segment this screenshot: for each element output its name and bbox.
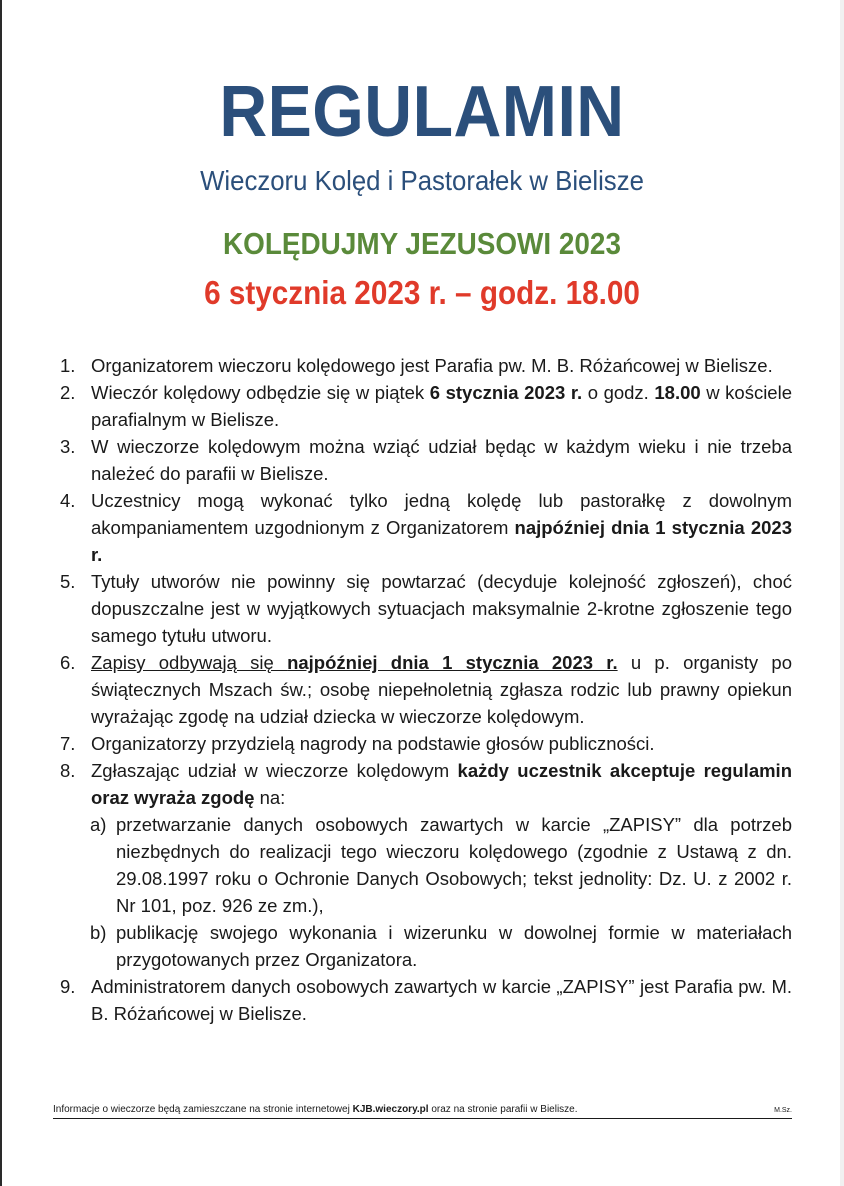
rule-text: na: bbox=[254, 787, 286, 808]
rule-text: o godz. bbox=[582, 382, 655, 403]
sub-rule-item bbox=[60, 919, 792, 973]
rule-number: 8. bbox=[60, 760, 76, 781]
rule-text: Zgłaszając udział w wieczorze kolędowym bbox=[91, 760, 458, 781]
rule-item bbox=[60, 568, 792, 649]
rule-number: 3. bbox=[60, 436, 76, 457]
rule-text-underlined: Zapisy odbywają się bbox=[91, 652, 288, 673]
sub-rule-letter: b) bbox=[90, 922, 107, 943]
rule-text: Wieczór kolędowy odbędzie się w piątek bbox=[91, 382, 430, 403]
rule-text: Tytuły utworów nie powinny się powtarzać (decyduje kolejność zgłoszeń), choć dopuszczalne jest w wyjątkowych sytuacjach maksymalnie 2-krotne zgłoszenie tego samego tytułu utworu. bbox=[91, 571, 792, 646]
sub-rule-text: publikację swojego wykonania i wizerunku w dowolnej formie w materiałach przygotowanych przez Organizatora. bbox=[116, 922, 792, 970]
rule-emphasis: każdy uczestnik akceptuje regulamin oraz wyraża zgodę bbox=[91, 760, 793, 808]
rule-text: Organizatorem wieczoru kolędowego jest Parafia pw. M. B. Różańcowej w Bielisze. bbox=[91, 355, 773, 376]
rule-number: 2. bbox=[60, 382, 76, 403]
rule-text: Administratorem danych osobowych zawartych w karcie „ZAPISY” jest Parafia pw. M. B. Różańcowej w Bielisze. bbox=[91, 976, 792, 1024]
footer-note bbox=[53, 1103, 792, 1119]
rule-emphasis: najpóźniej dnia 1 stycznia 2023 r. bbox=[91, 517, 792, 565]
rule-text: W wieczorze kolędowym można wziąć udział będąc w każdym wieku i nie trzeba należeć do parafii w Bielisze. bbox=[91, 436, 792, 484]
rule-number: 6. bbox=[60, 652, 76, 673]
sub-rule-letter: a) bbox=[90, 814, 107, 835]
footer-text: oraz na stronie parafii w Bielisze. bbox=[428, 1104, 578, 1115]
document-subtitle: Wieczoru Kolęd i Pastorałek w Bielisze bbox=[200, 165, 644, 196]
rule-number: 7. bbox=[60, 733, 76, 754]
rules-list bbox=[60, 352, 792, 1027]
rule-number: 5. bbox=[60, 571, 76, 592]
rule-item bbox=[60, 433, 792, 487]
rule-emphasis-underlined: najpóźniej dnia 1 stycznia 2023 r. bbox=[287, 652, 618, 673]
rule-text: Uczestnicy mogą wykonać tylko jedną kolędę lub pastorałkę z dowolnym akompaniamentem uzgodnionym z Organizatorem bbox=[91, 490, 792, 538]
footer-text: Informacje o wieczorze będą zamieszczane na stronie internetowej bbox=[53, 1104, 353, 1115]
footer-website: KJB.wieczory.pl bbox=[352, 1104, 429, 1115]
document-title: REGULAMIN bbox=[219, 72, 625, 152]
rule-emphasis: 6 stycznia 2023 r. bbox=[429, 382, 583, 403]
rule-item bbox=[60, 973, 792, 1027]
event-name: KOLĘDUJMY JEZUSOWI 2023 bbox=[223, 226, 621, 261]
rule-number: 4. bbox=[60, 490, 76, 511]
rule-number: 9. bbox=[60, 976, 76, 997]
rule-item bbox=[60, 379, 792, 433]
sub-rule-item bbox=[60, 811, 792, 919]
rule-item bbox=[60, 487, 792, 568]
page-right-margin bbox=[840, 0, 844, 1186]
rule-item bbox=[60, 649, 792, 730]
rule-number: 1. bbox=[60, 355, 76, 376]
event-date: 6 stycznia 2023 r. – godz. 18.00 bbox=[204, 274, 640, 311]
rule-item bbox=[60, 352, 792, 379]
rule-item bbox=[60, 730, 792, 757]
rule-item bbox=[60, 757, 792, 811]
author-initials: M.Sz. bbox=[774, 1107, 792, 1114]
rule-emphasis: 18.00 bbox=[654, 382, 701, 403]
sub-rule-text: przetwarzanie danych osobowych zawartych w karcie „ZAPISY” dla potrzeb niezbędnych do realizacji tego wieczoru kolędowego (zgodnie z Ustawą z dn. 29.08.1997 roku o Ochronie Danych Osobowych; tekst jednolity: Dz. U. z 2002 r. Nr 101, poz. 926 ze zm.), bbox=[116, 814, 792, 916]
rule-text: u p. organisty po świątecznych Mszach św.; osobę niepełnoletnią zgłasza rodzic lub prawny opiekun wyrażając zgodę na udział dziecka w wieczorze kolędowym. bbox=[91, 652, 792, 727]
rule-text: w kościele parafialnym w Bielisze. bbox=[91, 382, 792, 430]
rule-text: Organizatorzy przydzielą nagrody na podstawie głosów publiczności. bbox=[91, 733, 655, 754]
